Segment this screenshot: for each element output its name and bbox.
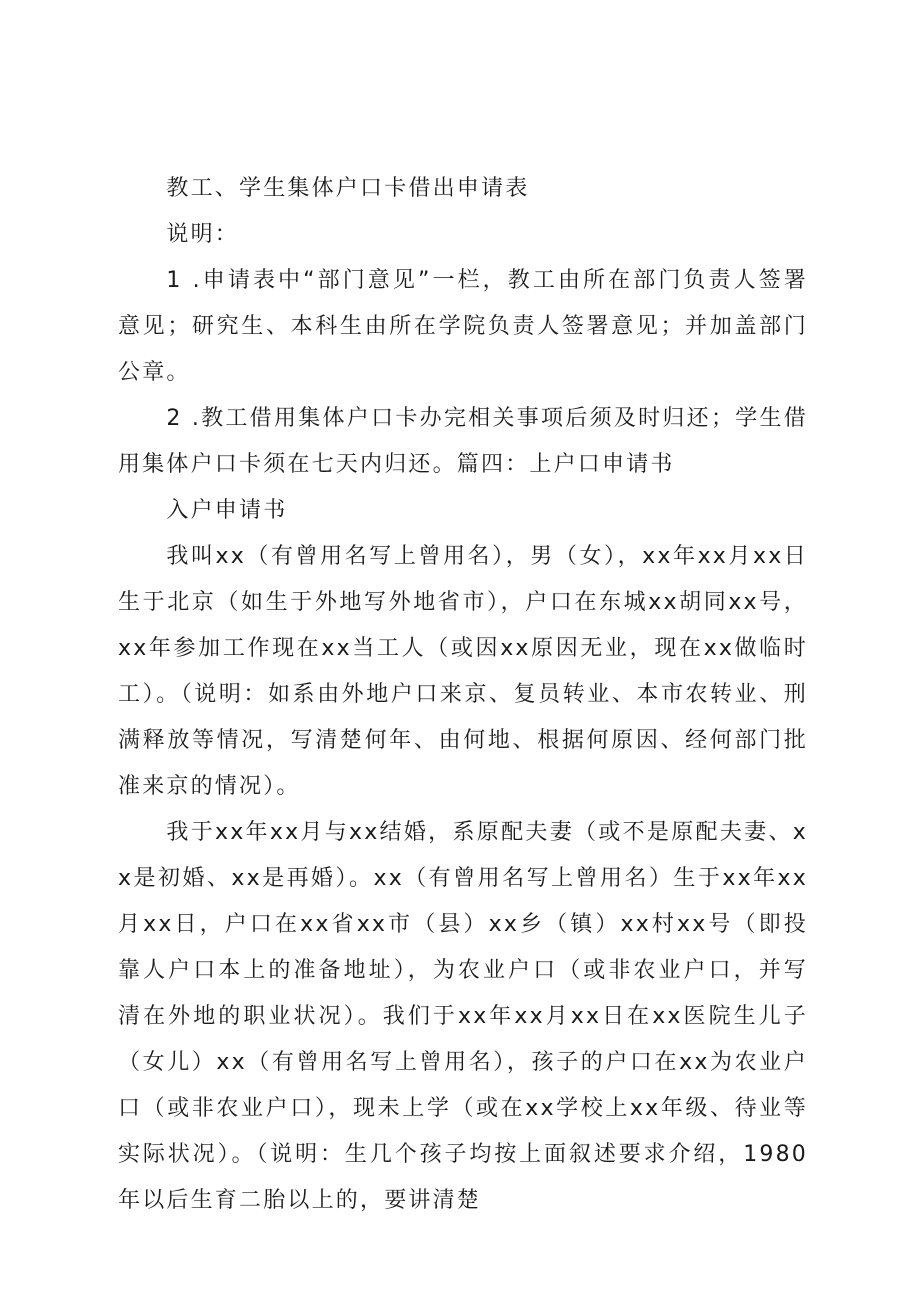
note-label: 说明：: [166, 222, 239, 247]
body-paragraph-2: 我于xx年xx月与xx结婚，系原配夫妻（或不是原配夫妻、xx是初婚、xx是再婚）。xx（有曾用名写上曾用名）生于xx年xx月xx日，户口在xx省xx市（县）xx乡（镇）xx村xx号（即投靠人户口本上的准备地址），为农业户口（或非农业户口，并写清在外地的职业状况）。我们于xx年xx月xx日在xx医院生儿子（女儿）xx（有曾用名写上曾用名），孩子的户口在xx为农业户口（或非农业户口），现未上学（或在xx学校上xx年级、待业等实际状况）。（说明：生几个孩子均按上面叙述要求介绍，1980年以后生育二胎以上的，要讲清楚: [118, 820, 808, 1213]
note-item-2: 2 .教工借用集体户口卡办完相关事项后须及时归还；学生借用集体户口卡须在七天内归还。篇四：上户口申请书: [118, 406, 808, 477]
document-body: [118, 166, 808, 1224]
body-paragraph-1: 我叫xx（有曾用名写上曾用名），男（女），xx年xx月xx日生于北京（如生于外地写外地省市），户口在东城xx胡同xx号，xx年参加工作现在xx当工人（或因xx原因无业，现在xx做临时工）。（说明：如系由外地户口来京、复员转业、本市农转业、刑满释放等情况，写清楚何年、由何地、根据何原因、经何部门批准来京的情况）。: [118, 544, 808, 799]
document-title: 教工、学生集体户口卡借出申请表: [166, 176, 530, 201]
note-item-1: 1 .申请表中“部门意见”一栏，教工由所在部门负责人签署意见；研究生、本科生由所在学院负责人签署意见；并加盖部门公章。: [118, 268, 808, 385]
section-subtitle: 入户申请书: [166, 498, 288, 523]
